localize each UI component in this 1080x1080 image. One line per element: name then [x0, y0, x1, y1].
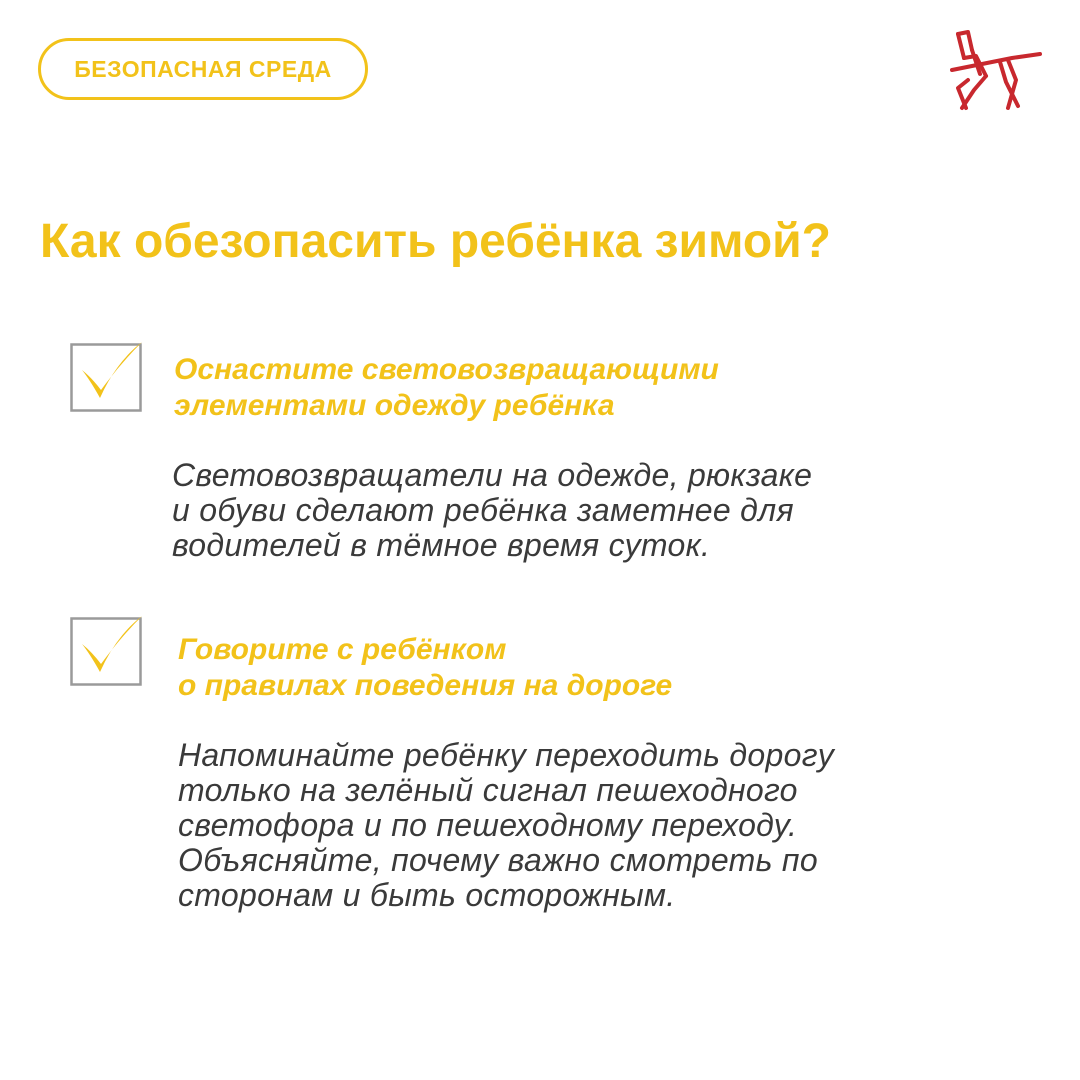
pedestrian-crossing-logo-icon [946, 28, 1046, 114]
checked-checkbox-icon [70, 340, 144, 414]
checked-checkbox-icon [70, 614, 144, 688]
section-badge-label: БЕЗОПАСНАЯ СРЕДА [74, 55, 332, 82]
item-1-body: Световозвращатели на одежде, рюкзаке и обуви сделают ребёнка заметнее для водителей в тёмное время суток. [172, 457, 813, 563]
page-title: Как обезопасить ребёнка зимой? [40, 215, 831, 268]
item-2-body: Напоминайте ребёнку переходить дорогу только на зелёный сигнал пешеходного светофора и по пешеходному переходу. Объясняйте, почему важно смотреть по сторонам и быть осторожным. [178, 737, 835, 913]
item-2-heading: Говорите с ребёнком о правилах поведения на дороге [178, 633, 673, 702]
section-badge [38, 38, 368, 100]
item-1-heading: Оснастите световозвращающими элементами одежду ребёнка [174, 353, 719, 422]
